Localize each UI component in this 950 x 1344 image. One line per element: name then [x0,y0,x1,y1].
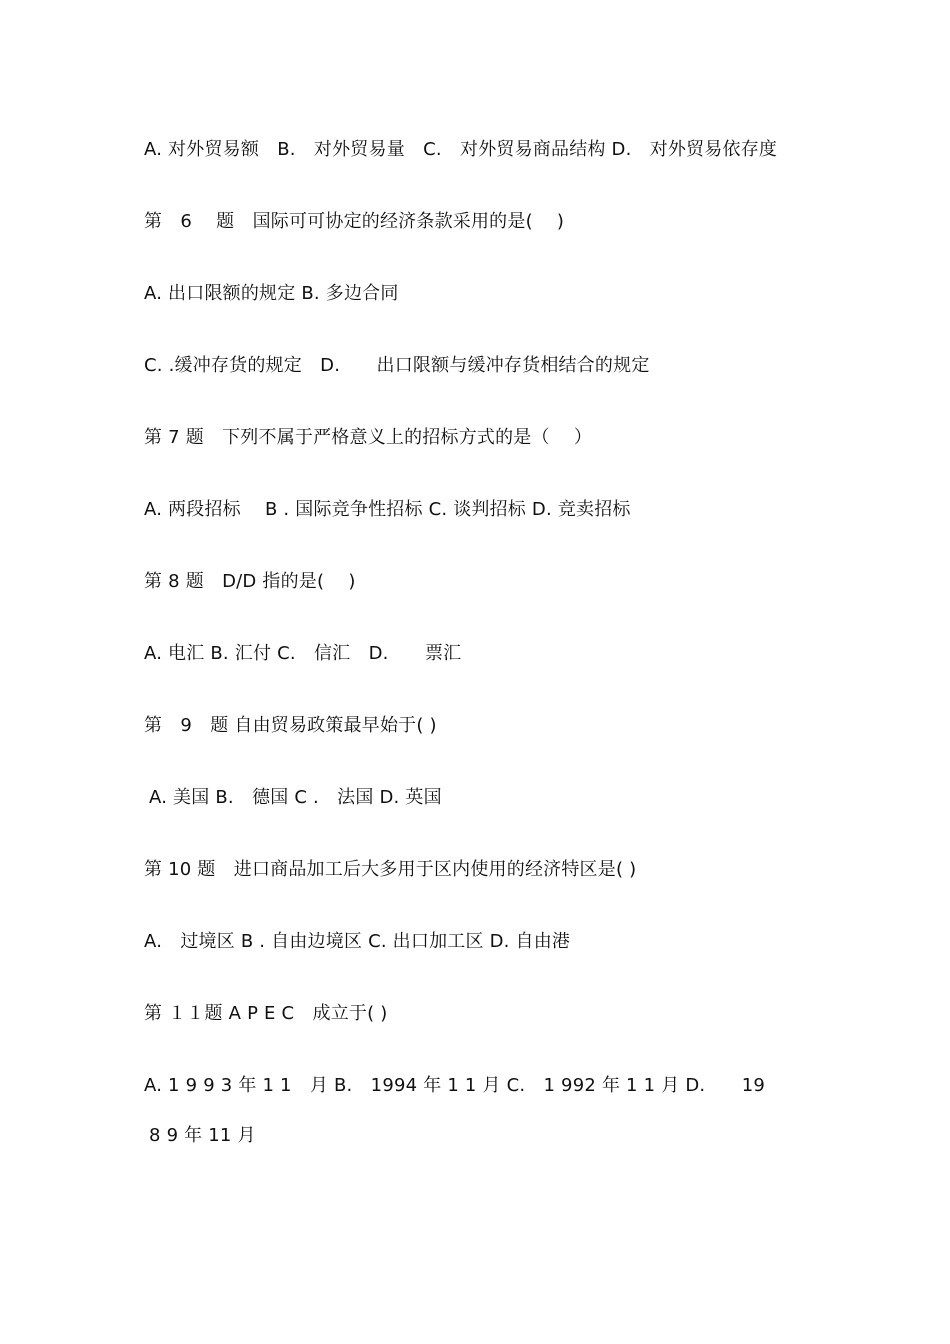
question-6: 第 6 题 国际可可协定的经济条款采用的是( ) [144,211,565,232]
question-9: 第 9 题 自由贸易政策最早始于( ) [144,715,437,736]
answer-options-q6-line2: C. .缓冲存货的规定 D. 出口限额与缓冲存货相结合的规定 [144,355,650,376]
question-11: 第 １１题 A P E C 成立于( ) [144,1003,388,1024]
answer-options-q7: A. 两段招标 B . 国际竞争性招标 C. 谈判招标 D. 竞卖招标 [144,499,631,520]
question-10: 第 10 题 进口商品加工后大多用于区内使用的经济特区是( ) [144,859,637,880]
answer-options-q8: A. 电汇 B. 汇付 C. 信汇 D. 票汇 [144,643,462,664]
answer-options-q10: A. 过境区 B . 自由边境区 C. 出口加工区 D. 自由港 [144,931,571,952]
question-8: 第 8 题 D/D 指的是( ) [144,571,356,592]
question-7: 第 7 题 下列不属于严格意义上的招标方式的是（ ） [144,427,593,448]
answer-options-q11-line2: 8 9 年 11 月 [149,1125,256,1146]
answer-options-q9: A. 美国 B. 德国 C . 法国 D. 英国 [149,787,442,808]
answer-options-q5: A. 对外贸易额 B. 对外贸易量 C. 对外贸易商品结构 D. 对外贸易依存度 [144,139,778,160]
answer-options-q11-line1: A. 1 9 9 3 年 1 1 月 B. 1994 年 1 1 月 C. 1 992 年 1 1 月 D. 19 [144,1075,766,1096]
answer-options-q6-line1: A. 出口限额的规定 B. 多边合同 [144,283,399,304]
